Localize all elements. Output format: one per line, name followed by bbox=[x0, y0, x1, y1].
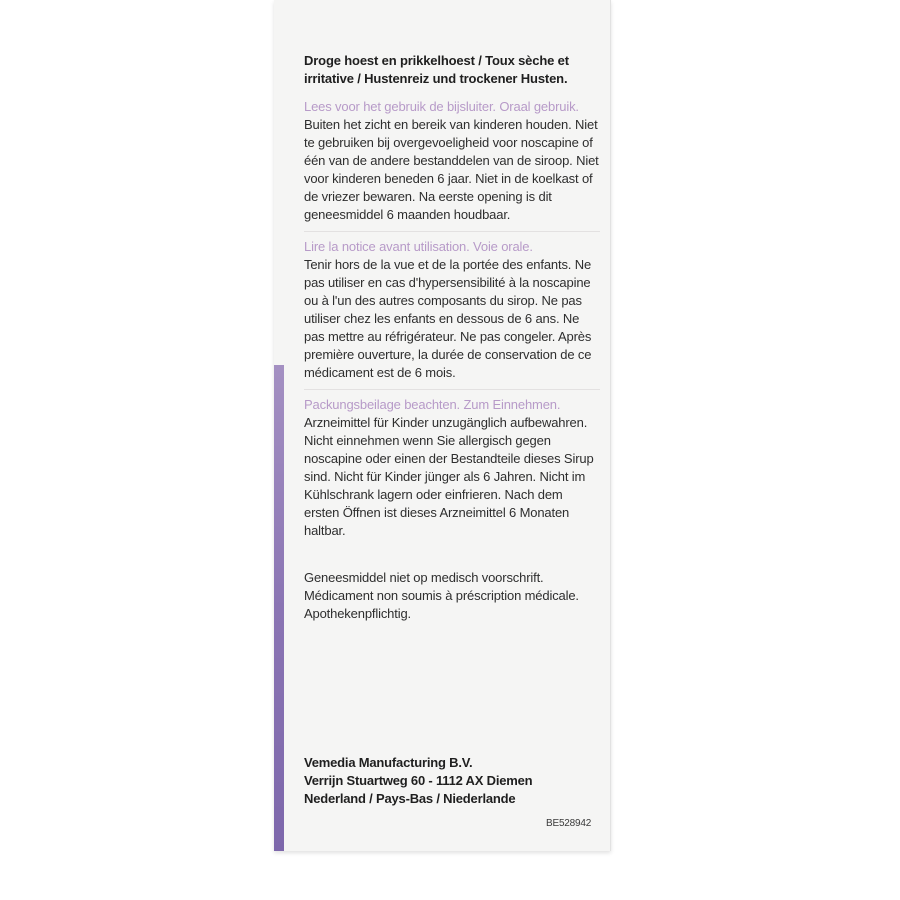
medicine-box-side-panel bbox=[274, 0, 611, 851]
manufacturer-block bbox=[304, 754, 600, 808]
manufacturer-address: Verrijn Stuartweg 60 - 1112 AX Diemen bbox=[304, 773, 533, 788]
dutch-instructions-heading: Lees voor het gebruik de bijsluiter. Oraal gebruik. bbox=[304, 99, 579, 114]
product-indication-title: Droge hoest en prikkelhoest / Toux sèche et irritative / Hustenreiz und trockener Husten. bbox=[304, 53, 569, 86]
german-instructions-body: Arzneimittel für Kinder unzugänglich aufbewahren. Nicht einnehmen wenn Sie allergisch gegen noscapine oder einen der Bestandteile dieses Sirup sind. Nicht für Kinder jünger als 6 Jahren. Nicht im Kühlschrank lagern oder einfrieren. Nach dem ersten Öffnen ist dieses Arzneimittel 6 Monaten haltbar. bbox=[304, 415, 594, 538]
purple-edge-stripe bbox=[274, 365, 284, 851]
german-instructions-heading: Packungsbeilage beachten. Zum Einnehmen. bbox=[304, 397, 561, 412]
dutch-instructions-body: Buiten het zicht en bereik van kinderen houden. Niet te gebruiken bij overgevoeligheid voor noscapine of één van de andere bestanddelen van de siroop. Niet voor kinderen beneden 6 jaar. Niet in de koelkast of de vriezer bewaren. Na eerste opening is dit geneesmiddel 6 maanden houdbaar. bbox=[304, 117, 599, 222]
manufacturer-country: Nederland / Pays-Bas / Niederlande bbox=[304, 791, 516, 806]
section-divider bbox=[304, 231, 600, 232]
section-divider bbox=[304, 389, 600, 390]
registration-code: BE528942 bbox=[546, 818, 592, 829]
prescription-notice-german: Apothekenpflichtig. bbox=[304, 606, 412, 621]
prescription-notice-dutch: Geneesmiddel niet op medisch voorschrift. bbox=[304, 570, 544, 585]
manufacturer-name: Vemedia Manufacturing B.V. bbox=[304, 755, 473, 770]
french-instructions-body: Tenir hors de la vue et de la portée des enfants. Ne pas utiliser en cas d'hypersensibilité à la noscapine ou à l'un des autres composants du sirop. Ne pas utiliser chez les enfants en dessous de 6 ans. Ne pas mettre au réfrigérateur. Ne pas congeler. Après première ouverture, la durée de conservation de ce médicament est de 6 mois. bbox=[304, 257, 592, 380]
prescription-notice-french: Médicament non soumis à préscription médicale. bbox=[304, 588, 579, 603]
prescription-notice bbox=[304, 569, 600, 623]
package-text bbox=[304, 52, 600, 623]
french-instructions-heading: Lire la notice avant utilisation. Voie orale. bbox=[304, 239, 533, 254]
